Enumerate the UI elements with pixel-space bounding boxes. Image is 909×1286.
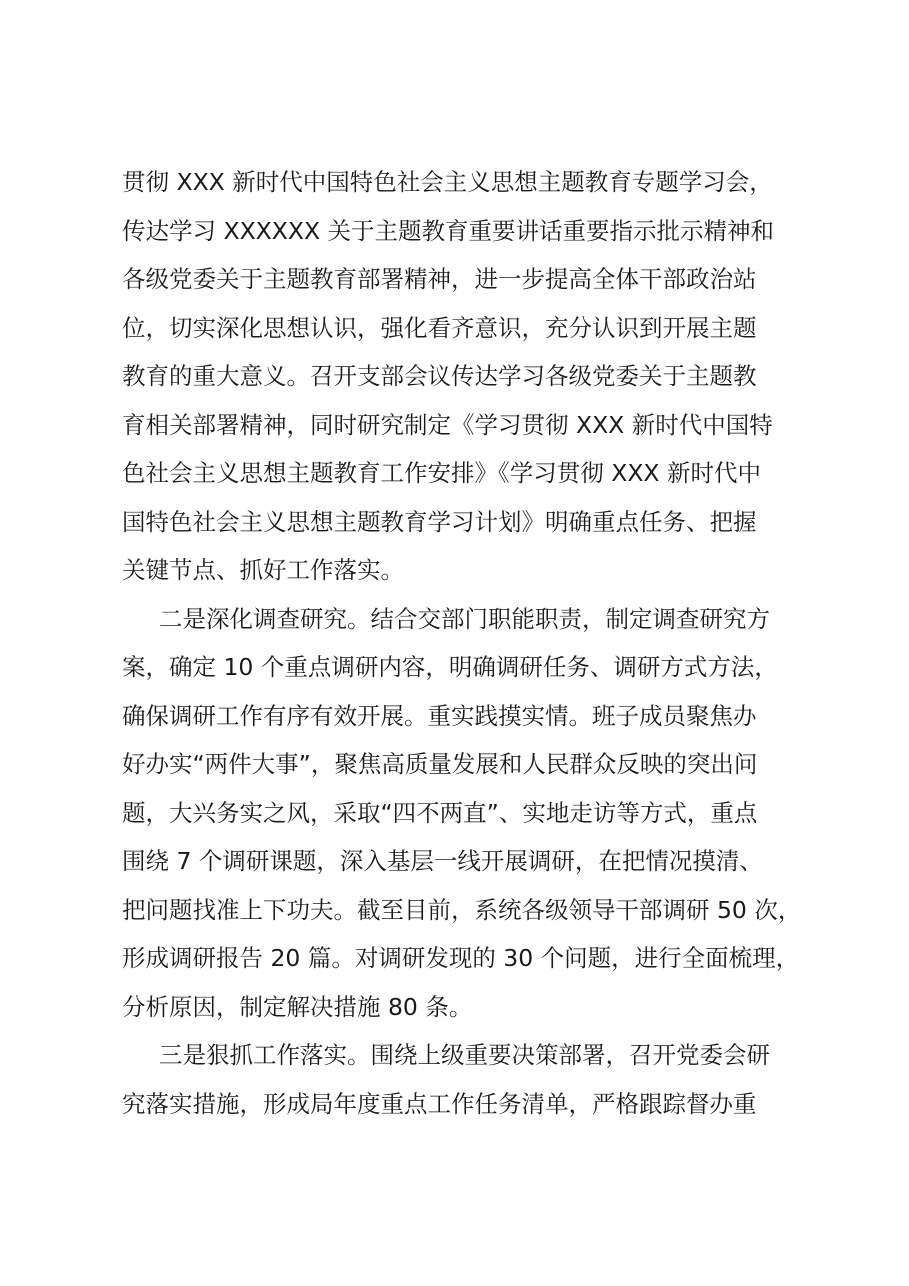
text-line: 分析原因，制定解决措施 80 条。: [122, 992, 473, 1021]
text-line: 形成调研报告 20 篇。对调研发现的 30 个问题，进行全面梳理，: [122, 944, 800, 972]
text-line: 三是狠抓工作落实。围绕上级重要决策部署，召开党委会研: [159, 1041, 770, 1069]
paragraph-2: [122, 595, 812, 1032]
paragraph-1: [122, 158, 812, 595]
text-line: 确保调研工作有序有效开展。重实践摸实情。班子成员聚焦办: [122, 701, 757, 730]
text-line: 国特色社会主义思想主题教育学习计划》明确重点任务、把握: [122, 507, 757, 536]
text-line: 育相关部署精神，同时研究制定《学习贯彻 XXX 新时代中国特: [122, 410, 773, 439]
text-line: 二是深化调查研究。结合交部门职能职责，制定调查研究方: [159, 604, 770, 633]
text-line: 把问题找准上下功夫。截至目前，系统各级领导干部调研 50 次，: [122, 895, 802, 924]
text-line: 案，确定 10 个重点调研内容，明确调研任务、调研方式方法，: [122, 653, 778, 681]
text-line: 传达学习 XXXXXX 关于主题教育重要讲话重要指示批示精神和: [122, 216, 775, 245]
paragraph-3: [122, 1031, 812, 1128]
text-line: 好办实“两件大事”，聚焦高质量发展和人民群众反映的突出问: [122, 750, 758, 778]
document-body: [122, 158, 812, 1128]
text-line: 各级党委关于主题教育部署精神，进一步提高全体干部政治站: [122, 265, 757, 293]
text-line: 位，切实深化思想认识，强化看齐意识，充分认识到开展主题: [122, 313, 757, 342]
text-line: 色社会主义思想主题教育工作安排》《学习贯彻 XXX 新时代中: [122, 459, 761, 487]
text-line: 教育的重大意义。召开支部会议传达学习各级党委关于主题教: [122, 362, 757, 390]
text-line: 究落实措施，形成局年度重点工作任务清单，严格跟踪督办重: [122, 1089, 757, 1118]
text-line: 关键节点、抓好工作落实。: [122, 556, 404, 584]
text-line: 题，大兴务实之风，采取“四不两直”、实地走访等方式，重点: [122, 798, 758, 827]
text-line: 贯彻 XXX 新时代中国特色社会主义思想主题教育专题学习会，: [122, 168, 773, 196]
text-line: 围绕 7 个调研课题，深入基层一线开展调研，在把情况摸清、: [122, 847, 763, 875]
